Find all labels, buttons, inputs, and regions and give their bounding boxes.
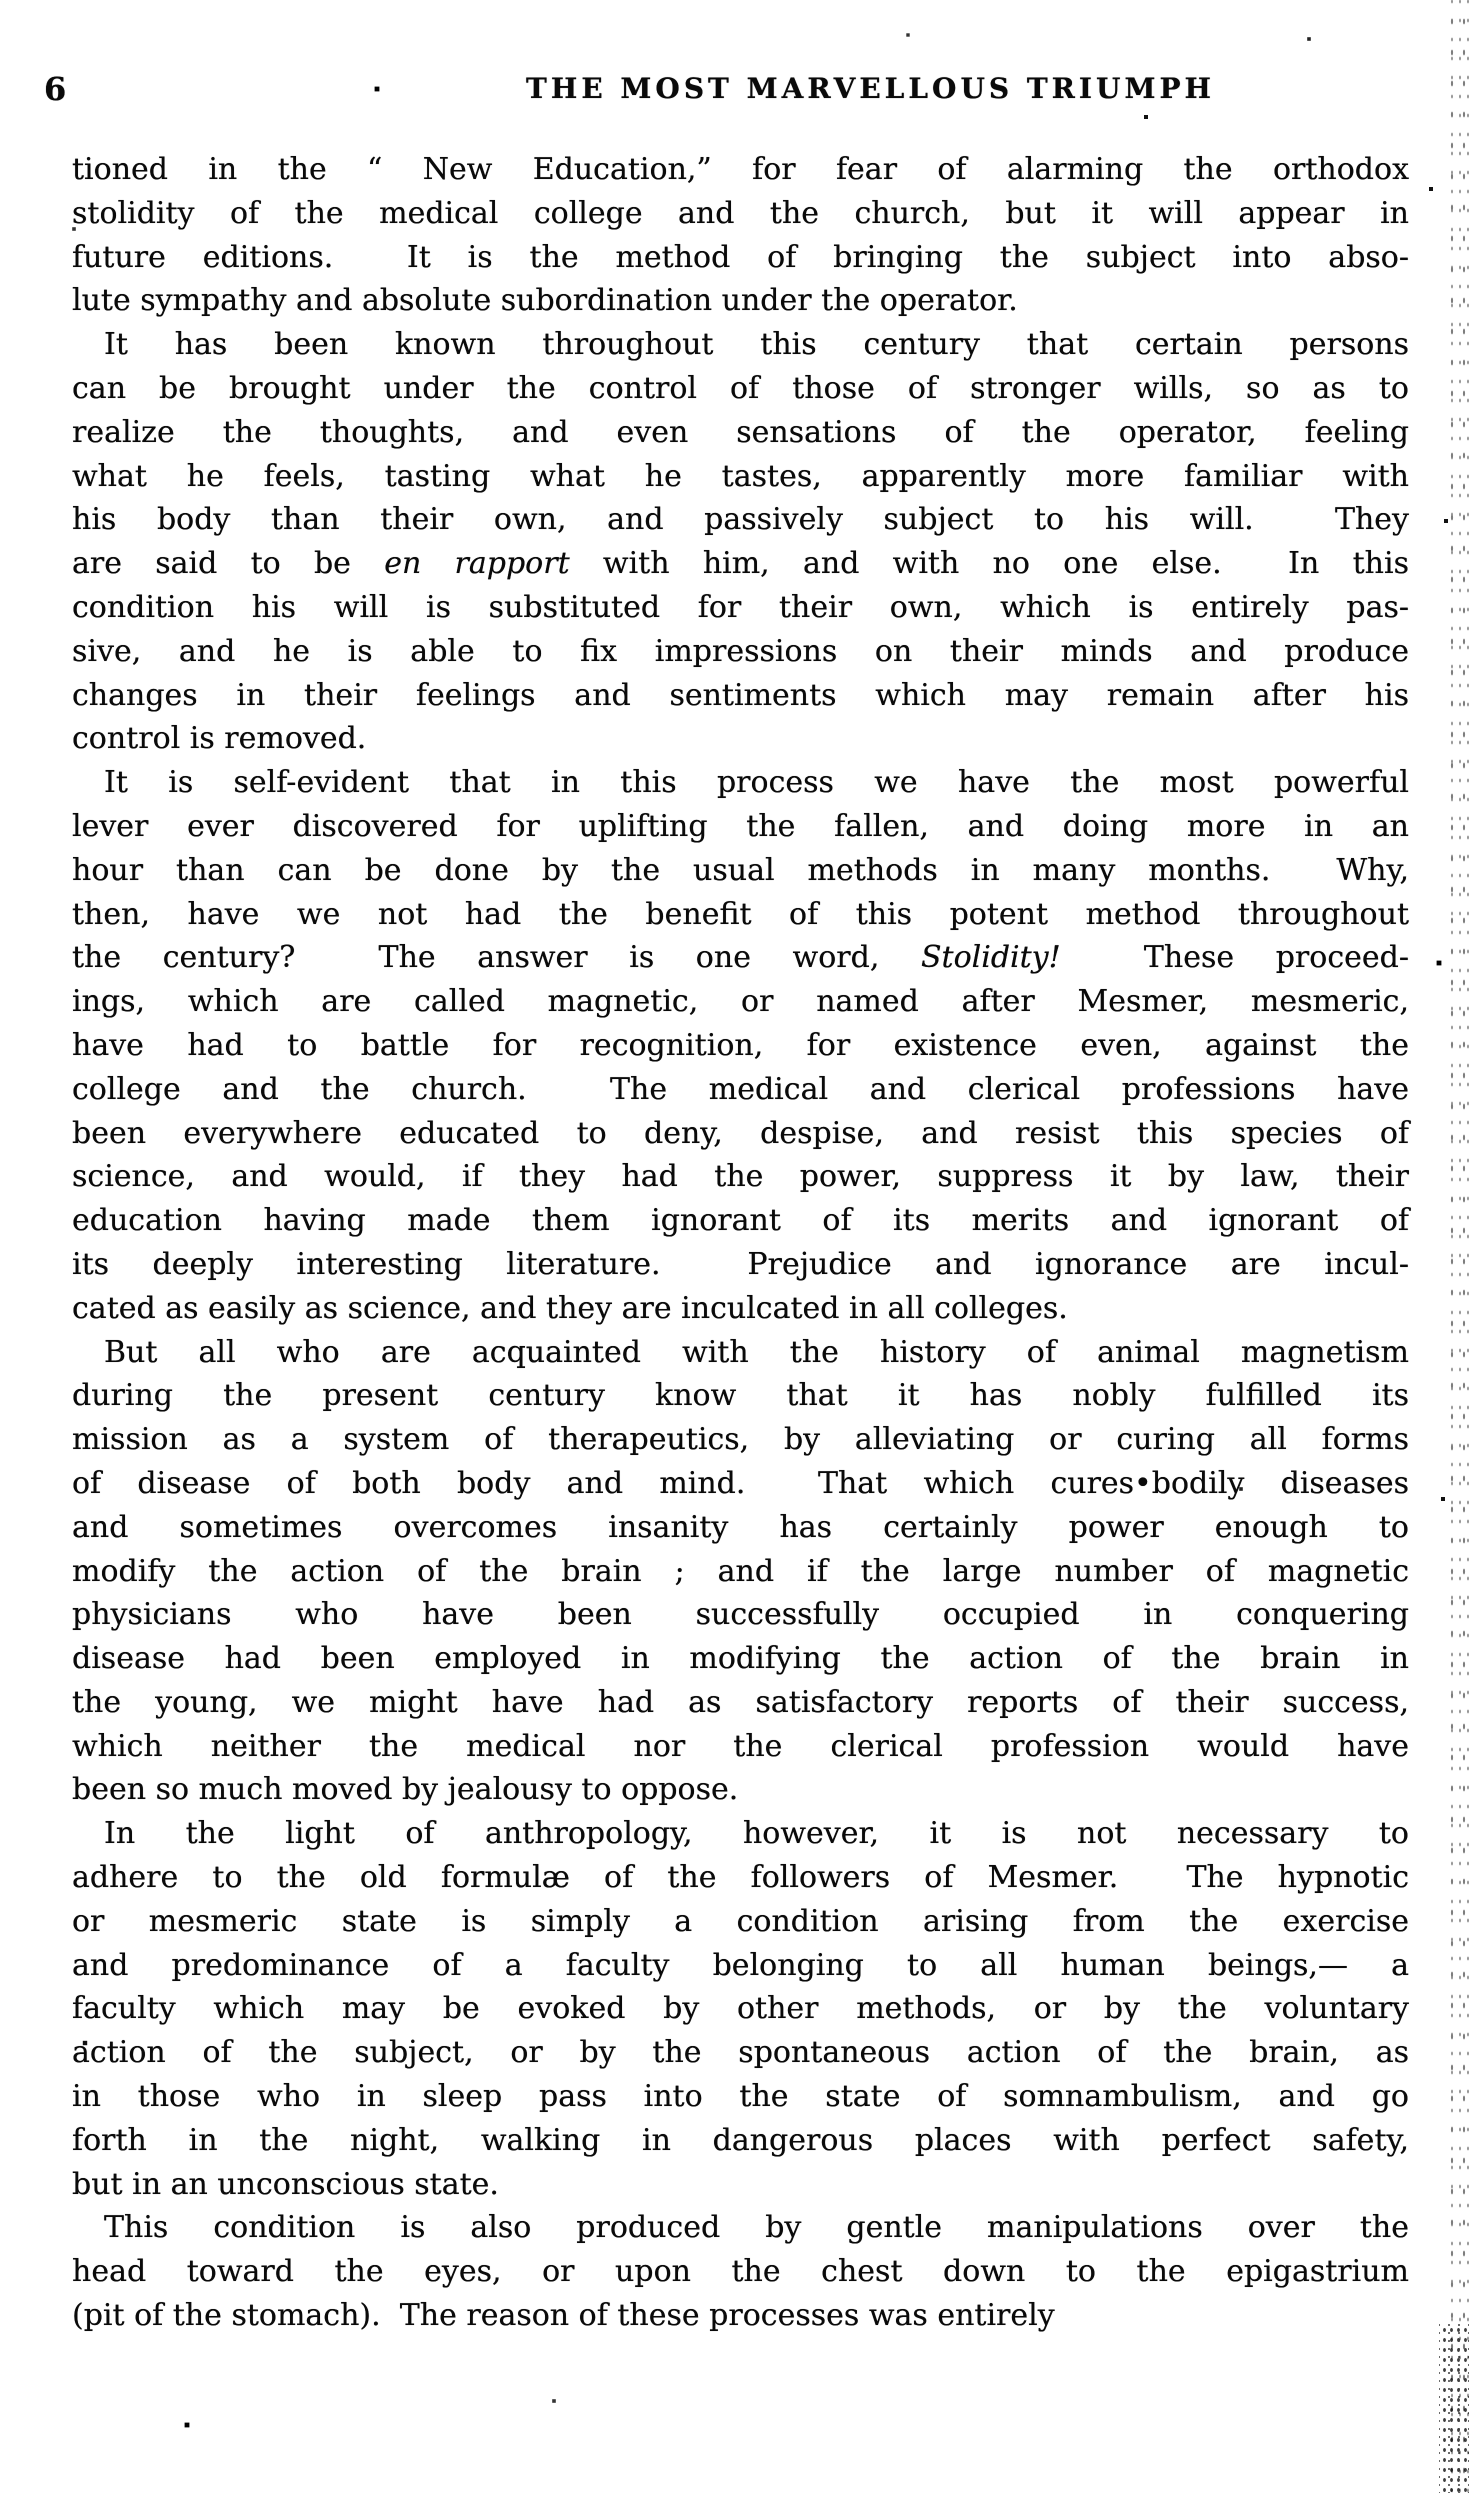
scan-speckles bbox=[0, 0, 2, 2]
text-segment: can be brought under the control of those of stronger wills, so as to bbox=[72, 370, 1409, 406]
text-line bbox=[72, 1812, 1409, 1856]
text-segment: his body than their own, and passively subject to his will. They bbox=[72, 502, 1409, 538]
text-line bbox=[72, 1900, 1409, 1944]
text-line bbox=[72, 1768, 1409, 1812]
text-segment: and predominance of a faculty belonging to all human beings,— a bbox=[72, 1947, 1409, 1983]
text-line bbox=[72, 1856, 1409, 1900]
text-segment: sive, and he is able to fix impressions on their minds and produce bbox=[72, 633, 1409, 669]
text-segment: have had to battle for recognition, for existence even, against the bbox=[72, 1027, 1409, 1063]
text-line bbox=[72, 236, 1409, 280]
text-segment: In the light of anthropology, however, it is not necessary to bbox=[104, 1816, 1409, 1852]
text-segment: or mesmeric state is simply a condition arising from the exercise bbox=[72, 1903, 1409, 1939]
text-segment: physicians who have been successfully occupied in conquering bbox=[72, 1597, 1409, 1633]
text-segment: (pit of the stomach). The reason of these processes was entirely bbox=[72, 2298, 1055, 2334]
text-line bbox=[72, 1944, 1409, 1988]
text-line bbox=[72, 936, 1409, 980]
text-segment: been so much moved by jealousy to oppose. bbox=[72, 1772, 739, 1808]
text-segment: ings, which are called magnetic, or named after Mesmer, mesmeric, bbox=[72, 984, 1409, 1020]
text-segment: its deeply interesting literature. Prejudice and ignorance are incul- bbox=[72, 1246, 1409, 1282]
text-line bbox=[72, 1681, 1409, 1725]
text-segment: mission as a system of therapeutics, by alleviating or curing all forms bbox=[72, 1422, 1409, 1458]
text-line bbox=[72, 2075, 1409, 2119]
text-segment: tioned in the “ New Education,” for fear of alarming the orthodox bbox=[72, 152, 1409, 187]
text-line bbox=[72, 2250, 1409, 2294]
text-line bbox=[72, 717, 1409, 761]
text-segment: college and the church. The medical and clerical professions have bbox=[72, 1071, 1409, 1107]
text-segment: head toward the eyes, or upon the chest down to the epigastrium bbox=[72, 2254, 1409, 2290]
text-line bbox=[72, 367, 1409, 411]
text-segment: science, and would, if they had the power, suppress it by law, their bbox=[72, 1159, 1409, 1195]
text-line bbox=[72, 761, 1409, 805]
text-line bbox=[72, 1024, 1409, 1068]
text-line bbox=[72, 849, 1409, 893]
scan-noise-right-edge bbox=[1445, 0, 1469, 2493]
text-segment: These proceed- bbox=[1060, 940, 1409, 976]
text-segment: hour than can be done by the usual methods in many months. Why, bbox=[72, 852, 1409, 888]
text-line bbox=[72, 1987, 1409, 2031]
text-line bbox=[72, 1374, 1409, 1418]
text-segment: changes in their feelings and sentiments which may remain after his bbox=[72, 677, 1409, 713]
text-line bbox=[72, 1462, 1409, 1506]
paragraph bbox=[72, 2206, 1409, 2337]
text-segment: It has been known throughout this century that certain persons bbox=[104, 327, 1409, 363]
text-segment: been everywhere educated to deny, despise, and resist this species of bbox=[72, 1115, 1409, 1151]
text-segment: control is removed. bbox=[72, 721, 367, 757]
text-segment: in those who in sleep pass into the state of somnambulism, and go bbox=[72, 2079, 1409, 2115]
paragraph bbox=[72, 148, 1409, 323]
body-text bbox=[72, 148, 1409, 2338]
text-line bbox=[72, 148, 1409, 192]
text-line bbox=[72, 586, 1409, 630]
text-segment: This condition is also produced by gentle manipulations over the bbox=[104, 2210, 1409, 2246]
paragraph bbox=[72, 1812, 1409, 2206]
text-line bbox=[72, 411, 1409, 455]
italic-text: Stolidity! bbox=[920, 940, 1061, 976]
text-line bbox=[72, 1506, 1409, 1550]
text-line bbox=[72, 1199, 1409, 1243]
italic-text: en rapport bbox=[384, 546, 570, 582]
text-segment: faculty which may be evoked by other methods, or by the voluntary bbox=[72, 1991, 1409, 2027]
text-line bbox=[72, 455, 1409, 499]
text-segment: forth in the night, walking in dangerous places with perfect safety, bbox=[72, 2122, 1409, 2158]
text-segment: stolidity of the medical college and the church, but it will appear in bbox=[72, 195, 1409, 231]
text-line bbox=[72, 2031, 1409, 2075]
text-line bbox=[72, 1418, 1409, 1462]
text-segment: what he feels, tasting what he tastes, apparently more familiar with bbox=[72, 458, 1409, 494]
text-segment: modify the action of the brain ; and if the large number of magnetic bbox=[72, 1553, 1409, 1589]
text-segment: cated as easily as science, and they are inculcated in all colleges. bbox=[72, 1290, 1068, 1326]
text-segment: which neither the medical nor the clerical profession would have bbox=[72, 1728, 1409, 1764]
text-segment: realize the thoughts, and even sensations of the operator, feeling bbox=[72, 414, 1409, 450]
text-segment: action of the subject, or by the spontaneous action of the brain, as bbox=[72, 2035, 1409, 2071]
paragraph bbox=[72, 323, 1409, 761]
text-line bbox=[72, 2163, 1409, 2207]
text-line bbox=[72, 542, 1409, 586]
text-line bbox=[72, 1637, 1409, 1681]
text-line bbox=[72, 1287, 1409, 1331]
paragraph bbox=[72, 761, 1409, 1330]
text-segment: but in an unconscious state. bbox=[72, 2166, 499, 2202]
running-head: THE MOST MARVELLOUS TRIUMPH bbox=[526, 72, 1215, 105]
text-segment: during the present century know that it has nobly fulfilled its bbox=[72, 1378, 1409, 1414]
text-line bbox=[72, 2119, 1409, 2163]
text-segment: condition his will is substituted for their own, which is entirely pas- bbox=[72, 589, 1409, 625]
text-segment: disease had been employed in modifying the action of the brain in bbox=[72, 1641, 1409, 1677]
text-line bbox=[72, 1725, 1409, 1769]
text-segment: education having made them ignorant of its merits and ignorant of bbox=[72, 1203, 1409, 1239]
text-line bbox=[72, 1331, 1409, 1375]
text-segment: are said to be bbox=[72, 546, 385, 582]
text-line bbox=[72, 1593, 1409, 1637]
text-line bbox=[72, 2206, 1409, 2250]
text-line bbox=[72, 323, 1409, 367]
text-line bbox=[72, 630, 1409, 674]
text-line bbox=[72, 893, 1409, 937]
text-line bbox=[72, 192, 1409, 236]
page-number: 6 bbox=[44, 70, 68, 108]
text-line bbox=[72, 279, 1409, 323]
text-segment: future editions. It is the method of bringing the subject into abso- bbox=[72, 239, 1409, 275]
text-line bbox=[72, 1155, 1409, 1199]
text-line bbox=[72, 674, 1409, 718]
text-line bbox=[72, 2294, 1409, 2338]
text-line bbox=[72, 498, 1409, 542]
text-line bbox=[72, 980, 1409, 1024]
text-segment: of disease of both body and mind. That which cures•bodily diseases bbox=[72, 1465, 1409, 1501]
scan-noise-bottom-corner bbox=[1439, 2323, 1469, 2493]
text-segment: But all who are acquainted with the history of animal magnetism bbox=[104, 1334, 1409, 1370]
text-segment: with him, and with no one else. In this bbox=[569, 546, 1409, 582]
text-segment: lute sympathy and absolute subordination under the operator. bbox=[72, 283, 1018, 319]
text-line bbox=[72, 1243, 1409, 1287]
text-line bbox=[72, 805, 1409, 849]
text-line bbox=[72, 1068, 1409, 1112]
text-segment: lever ever discovered for uplifting the fallen, and doing more in an bbox=[72, 808, 1409, 844]
paragraph bbox=[72, 1331, 1409, 1813]
text-segment: the young, we might have had as satisfactory reports of their success, bbox=[72, 1684, 1409, 1720]
text-line bbox=[72, 1112, 1409, 1156]
text-segment: It is self-evident that in this process we have the most powerful bbox=[104, 765, 1409, 801]
text-segment: then, have we not had the benefit of this potent method throughout bbox=[72, 896, 1409, 932]
text-segment: adhere to the old formulæ of the followers of Mesmer. The hypnotic bbox=[72, 1860, 1409, 1896]
text-line bbox=[72, 1550, 1409, 1594]
text-segment: and sometimes overcomes insanity has certainly power enough to bbox=[72, 1509, 1409, 1545]
text-segment: the century? The answer is one word, bbox=[72, 940, 921, 976]
